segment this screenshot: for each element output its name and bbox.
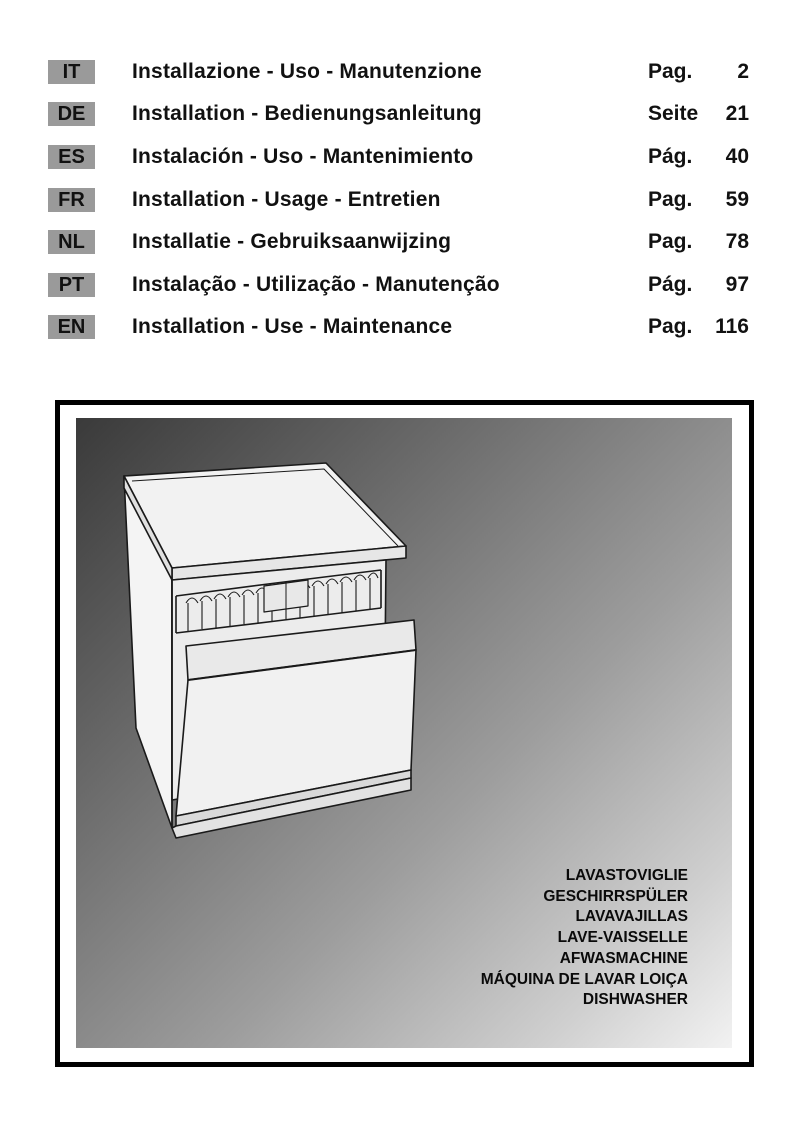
product-name-nl: AFWASMACHINE — [559, 949, 688, 967]
product-name-en: DISHWASHER — [582, 991, 688, 1009]
product-name-pt: MÁQUINA DE LAVAR LOIÇA — [480, 970, 688, 988]
section-title: Installation - Use - Maintenance — [132, 315, 453, 338]
language-code-badge: NL — [48, 230, 95, 254]
section-title: Instalación - Uso - Mantenimiento — [132, 145, 474, 168]
section-title: Instalação - Utilização - Manutenção — [132, 273, 500, 296]
toc-row-nl — [0, 227, 802, 257]
language-code-badge: PT — [48, 273, 95, 297]
product-name-de: GESCHIRRSPÜLER — [543, 887, 688, 905]
section-title: Installazione - Uso - Manutenzione — [132, 60, 482, 83]
language-code-badge: EN — [48, 315, 95, 339]
page-label: Seite — [648, 102, 699, 125]
toc-row-es — [0, 142, 802, 172]
language-code-badge: IT — [48, 60, 95, 84]
product-name-it: LAVASTOVIGLIE — [565, 867, 688, 884]
page-label: Pag. — [648, 230, 693, 253]
language-code-badge: ES — [48, 145, 95, 169]
toc-row-pt — [0, 270, 802, 300]
product-name-fr: LAVE-VAISSELLE — [557, 929, 688, 947]
cover-illustration-frame — [55, 400, 754, 1067]
page-label: Pág. — [648, 145, 693, 168]
section-title: Installation - Bedienungsanleitung — [132, 102, 482, 125]
product-name-es: LAVAVAJILLAS — [575, 908, 688, 926]
section-title: Installatie - Gebruiksaanwijzing — [132, 230, 452, 253]
page-label: Pag. — [648, 188, 693, 211]
language-code-badge: FR — [48, 188, 95, 212]
page-label: Pag. — [648, 315, 693, 338]
page-number: 59 — [725, 188, 749, 211]
page-number: 21 — [725, 102, 749, 125]
gradient-panel — [76, 418, 732, 1048]
toc-row-fr — [0, 185, 802, 215]
toc-row-en — [0, 312, 802, 342]
page-number: 78 — [725, 230, 749, 253]
page-label: Pág. — [648, 273, 693, 296]
page-label: Pag. — [648, 60, 693, 83]
toc-row-it — [0, 57, 802, 87]
page-number: 40 — [725, 145, 749, 168]
section-title: Installation - Usage - Entretien — [132, 188, 441, 211]
page-number: 97 — [725, 273, 749, 296]
page-number: 116 — [715, 315, 749, 338]
product-name-list — [481, 866, 688, 1011]
toc-row-de — [0, 99, 802, 129]
language-code-badge: DE — [48, 102, 95, 126]
page-number: 2 — [737, 60, 749, 83]
